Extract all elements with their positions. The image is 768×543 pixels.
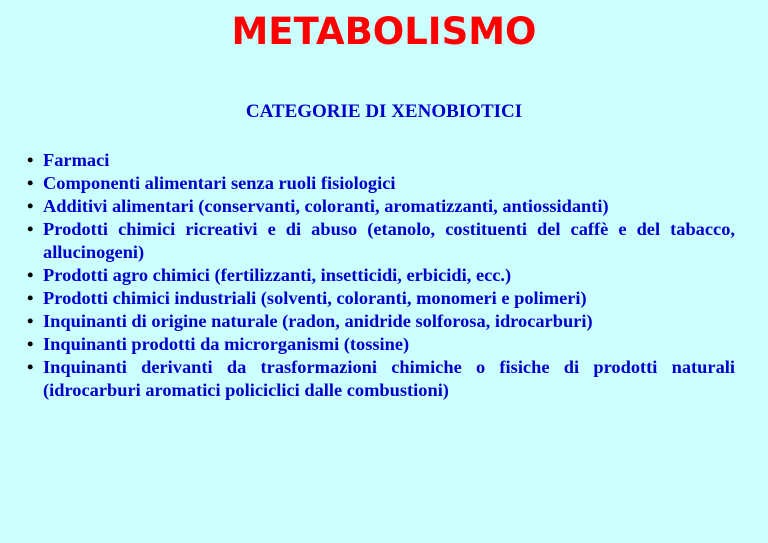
list-item-text: Componenti alimentari senza ruoli fisiologici	[43, 173, 396, 193]
list-item-text: Inquinanti derivanti da trasformazioni chimiche o fisiche di prodotti naturali (idrocarburi aromatici policiclici dalle combustioni)	[43, 357, 735, 400]
list-item-text: Farmaci	[43, 150, 110, 170]
bullet-icon: •	[27, 311, 34, 331]
bullet-icon: •	[27, 334, 34, 354]
bullet-icon: •	[27, 265, 34, 285]
list-item-text: Prodotti chimici industriali (solventi, coloranti, monomeri e polimeri)	[43, 288, 587, 308]
bullet-icon: •	[27, 357, 34, 377]
list-item	[27, 195, 735, 218]
slide-title: METABOLISMO	[231, 10, 537, 53]
list-item-text: Inquinanti prodotti da microrganismi (tossine)	[43, 334, 410, 354]
list-item	[27, 356, 735, 402]
list-item	[27, 264, 735, 287]
list-item	[27, 333, 735, 356]
bullet-icon: •	[27, 196, 34, 216]
list-item	[27, 149, 735, 172]
list-item	[27, 218, 735, 264]
list-item-text: Prodotti agro chimici (fertilizzanti, insetticidi, erbicidi, ecc.)	[43, 265, 512, 285]
bullet-icon: •	[27, 288, 34, 308]
list-item	[27, 310, 735, 333]
bullet-icon: •	[27, 219, 34, 239]
xenobiotic-category-list	[27, 149, 735, 402]
list-item	[27, 287, 735, 310]
list-item-text: Additivi alimentari (conservanti, coloranti, aromatizzanti, antiossidanti)	[43, 196, 609, 216]
list-item	[27, 172, 735, 195]
slide-subtitle: CATEGORIE DI XENOBIOTICI	[245, 101, 523, 122]
list-item-text: Prodotti chimici ricreativi e di abuso (etanolo, costituenti del caffè e del tabacco, allucinogeni)	[43, 219, 735, 262]
bullet-icon: •	[27, 150, 34, 170]
list-item-text: Inquinanti di origine naturale (radon, anidride solforosa, idrocarburi)	[43, 311, 593, 331]
bullet-icon: •	[27, 173, 34, 193]
